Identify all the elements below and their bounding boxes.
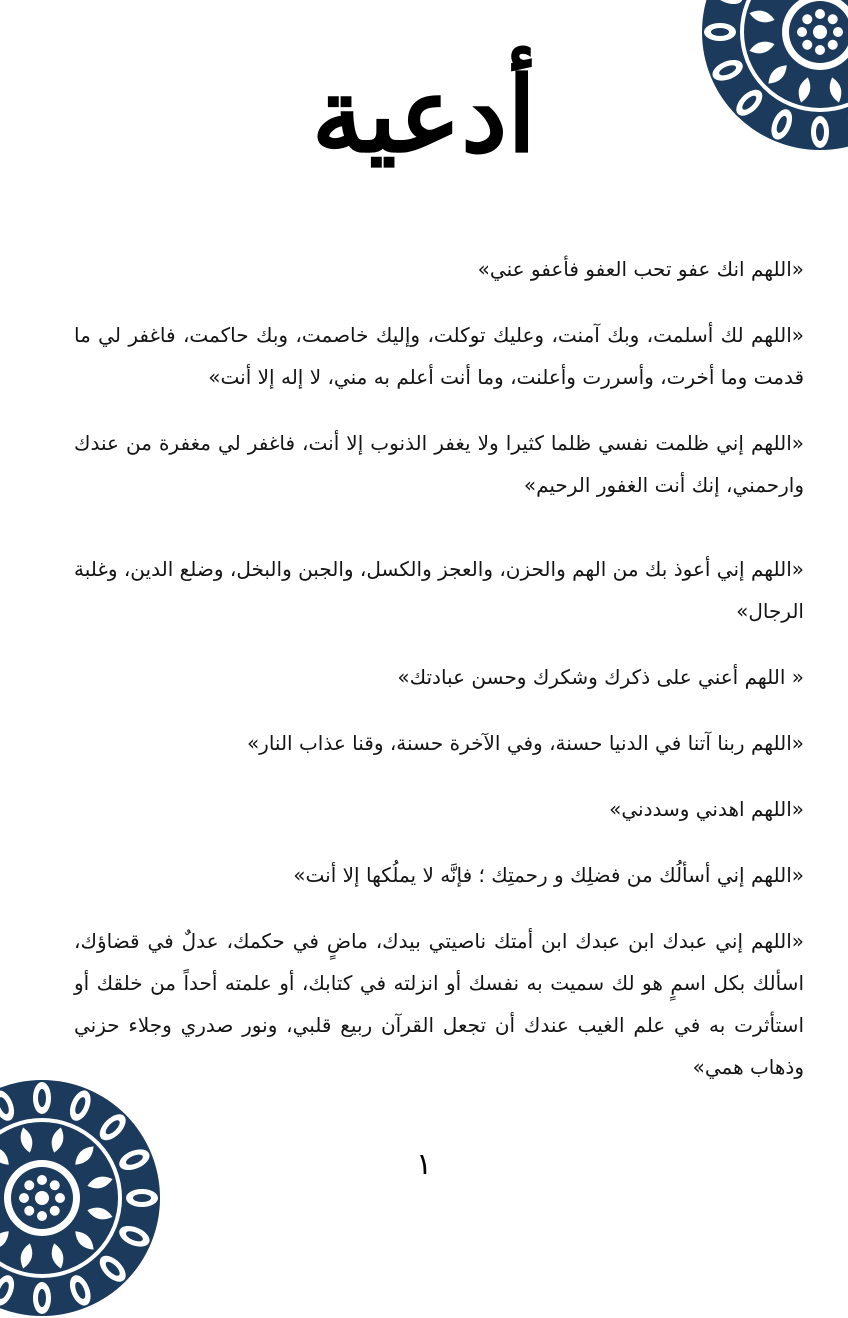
dua-item: «اللهم انك عفو تحب العفو فأعفو عني»	[477, 257, 804, 281]
dua-item: «اللهم إني ظلمت نفسي ظلما كثيرا ولا يغفر الذنوب إلا أنت، فاغفر لي مغفرة من عندك وارحمني، إنك أنت الغفور الرحيم»	[74, 431, 804, 497]
dua-list	[74, 248, 804, 1088]
dua-item: «اللهم إني عبدك ابن عبدك ابن أمتك ناصيتي بيدك، ماضٍ في حكمك، عدلٌ في قضاؤك، اسألك بكل اسمٍ هو لك سميت به نفسك أو انزلته في كتابك، أو علمته أحداً من خلقك أو استأثرت به في علم الغيب عندك أن تجعل القرآن ربيع قلبي، ونور صدري وجلاء حزني وذهاب همي»	[74, 929, 804, 1079]
dua-item: « اللهم أعني على ذكرك وشكرك وحسن عبادتك»	[397, 665, 804, 689]
dua-item: «اللهم إني أسألُك من فضلِك و رحمتِك ؛ فإنَّه لا يملُكها إلا أنت»	[293, 863, 804, 887]
dua-item: «اللهم ربنا آتنا في الدنيا حسنة، وفي الآخرة حسنة، وقنا عذاب النار»	[246, 731, 804, 755]
dua-item: «اللهم اهدني وسددني»	[609, 797, 804, 821]
page-number: ١	[415, 1147, 433, 1182]
page-title: أدعية	[311, 53, 537, 176]
dua-item: «اللهم لك أسلمت، وبك آمنت، وعليك توكلت، وإليك خاصمت، وبك حاكمت، فاغفر لي ما قدمت وما أخرت، وأسررت وأعلنت، وما أنت أعلم به مني، لا إله إلا أنت»	[74, 323, 804, 389]
mandala-ornament-bottom-left	[0, 1078, 162, 1318]
dua-item: «اللهم إني أعوذ بك من الهم والحزن، والعجز والكسل، والجبن والبخل، وضلع الدين، وغلبة الرجال»	[74, 557, 804, 623]
